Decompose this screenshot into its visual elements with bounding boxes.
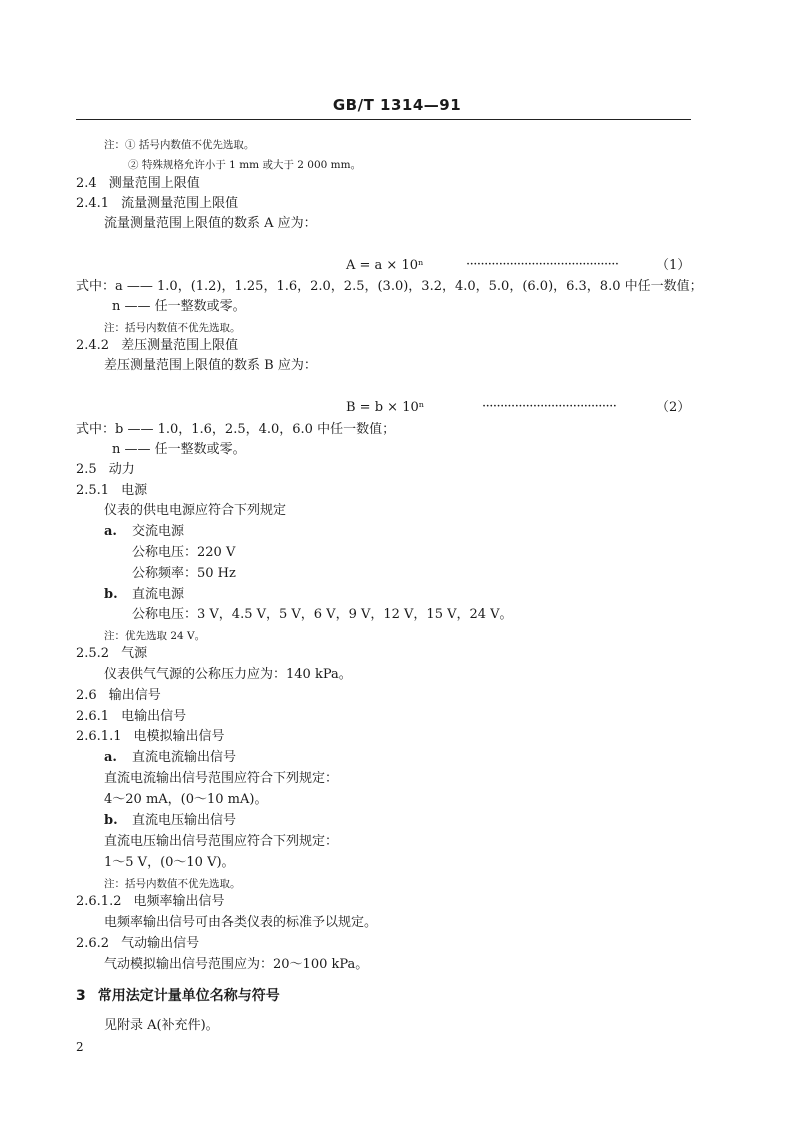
equation-number-2: （2） bbox=[656, 400, 691, 415]
item-title: 交流电源 bbox=[132, 524, 185, 539]
section-title: 差压测量范围上限值 bbox=[121, 338, 239, 353]
item-a-heading-2 bbox=[104, 750, 236, 766]
item-title: 直流电压输出信号 bbox=[132, 813, 237, 828]
section-2-5-heading bbox=[76, 462, 135, 478]
section-2-5-1-note: 注：优先选取 24 V。 bbox=[104, 630, 206, 642]
where-n-line-2: n —— 任一整数或零。 bbox=[112, 442, 246, 457]
section-number: 3 bbox=[76, 988, 86, 1004]
voltage-signal-text: 直流电压输出信号范围应符合下列规定： bbox=[104, 834, 339, 849]
formula-2-leader: ····································· bbox=[482, 399, 617, 414]
section-title: 电源 bbox=[121, 483, 148, 498]
equation-number-1: （1） bbox=[656, 258, 691, 273]
current-signal-text: 直流电流输出信号范围应符合下列规定： bbox=[104, 771, 339, 786]
section-number: 2.4.1 bbox=[76, 196, 110, 211]
section-2-6-1-2-heading bbox=[76, 894, 225, 910]
where-a-line: 式中：a —— 1.0，(1.2)，1.25，1.6，2.0，2.5，(3.0)，3.2，4.0，5.0，(6.0)，6.3，8.0 中任一数值； bbox=[76, 279, 703, 294]
current-signal-value: 4～20 mA，(0～10 mA)。 bbox=[104, 792, 268, 807]
item-title: 直流电流输出信号 bbox=[132, 750, 237, 765]
formula-1-leader: ·········································· bbox=[466, 257, 619, 272]
section-2-4-1-intro: 流量测量范围上限值的数系 A 应为： bbox=[104, 216, 317, 231]
item-label: b. bbox=[104, 587, 118, 602]
section-3-text: 见附录 A(补充件)。 bbox=[104, 1018, 219, 1033]
section-2-6-1-heading bbox=[76, 709, 186, 725]
item-label: b. bbox=[104, 813, 118, 828]
formula-2: B = b × 10ⁿ bbox=[346, 400, 425, 415]
formula-1: A = a × 10ⁿ bbox=[346, 258, 424, 273]
section-number: 2.4.2 bbox=[76, 338, 110, 353]
section-2-6-1-1-note: 注：括号内数值不优先选取。 bbox=[104, 878, 241, 890]
section-2-6-heading bbox=[76, 688, 161, 704]
section-title: 电模拟输出信号 bbox=[133, 729, 225, 744]
section-title: 输出信号 bbox=[108, 688, 161, 703]
section-2-4-heading bbox=[76, 176, 200, 192]
section-number: 2.5.1 bbox=[76, 483, 110, 498]
dc-voltage: 公称电压：3 V，4.5 V，5 V，6 V，9 V，12 V，15 V，24 V。 bbox=[132, 607, 513, 622]
section-2-5-1-intro: 仪表的供电电源应符合下列规定 bbox=[104, 503, 287, 518]
note-line-1: 注：① 括号内数值不优先选取。 bbox=[104, 139, 255, 151]
section-2-6-1-1-heading bbox=[76, 729, 225, 745]
note-line-2: ② 特殊规格允许小于 1 mm 或大于 2 000 mm。 bbox=[128, 159, 362, 171]
header-rule bbox=[76, 119, 691, 120]
page-number: 2 bbox=[76, 1040, 84, 1054]
section-2-6-2-text: 气动模拟输出信号范围应为：20～100 kPa。 bbox=[104, 957, 369, 972]
item-title: 直流电源 bbox=[132, 587, 185, 602]
section-title: 常用法定计量单位名称与符号 bbox=[97, 988, 280, 1004]
section-number: 2.4 bbox=[76, 176, 97, 191]
item-b-heading-2 bbox=[104, 813, 236, 829]
section-number: 2.6.2 bbox=[76, 936, 110, 951]
item-b-heading bbox=[104, 587, 184, 603]
section-title: 测量范围上限值 bbox=[108, 176, 200, 191]
section-title: 电输出信号 bbox=[121, 709, 187, 724]
item-label: a. bbox=[104, 524, 117, 539]
section-2-6-1-2-text: 电频率输出信号可由各类仪表的标准予以规定。 bbox=[104, 915, 378, 930]
section-number: 2.6.1.1 bbox=[76, 729, 122, 744]
section-2-5-2-heading bbox=[76, 646, 147, 662]
section-title: 电频率输出信号 bbox=[133, 894, 225, 909]
section-number: 2.5 bbox=[76, 462, 97, 477]
section-2-4-1-note: 注：括号内数值不优先选取。 bbox=[104, 322, 241, 334]
section-title: 气动输出信号 bbox=[121, 936, 200, 951]
section-2-4-1-heading bbox=[76, 196, 238, 212]
section-title: 动力 bbox=[108, 462, 135, 477]
item-label: a. bbox=[104, 750, 117, 765]
ac-frequency: 公称频率：50 Hz bbox=[132, 566, 236, 581]
voltage-signal-value: 1～5 V，(0～10 V)。 bbox=[104, 855, 235, 870]
item-a-heading bbox=[104, 524, 184, 540]
section-number: 2.6.1 bbox=[76, 709, 110, 724]
section-title: 流量测量范围上限值 bbox=[121, 196, 239, 211]
section-number: 2.5.2 bbox=[76, 646, 110, 661]
section-3-heading bbox=[76, 988, 280, 1004]
standard-code-header: GB/T 1314—91 bbox=[332, 96, 462, 114]
section-2-4-2-heading bbox=[76, 338, 238, 354]
ac-voltage: 公称电压：220 V bbox=[132, 545, 236, 560]
section-number: 2.6.1.2 bbox=[76, 894, 122, 909]
section-number: 2.6 bbox=[76, 688, 97, 703]
section-2-6-2-heading bbox=[76, 936, 199, 952]
where-b-line: 式中：b —— 1.0，1.6，2.5，4.0，6.0 中任一数值； bbox=[76, 422, 396, 437]
where-n-line: n —— 任一整数或零。 bbox=[112, 299, 246, 314]
section-title: 气源 bbox=[121, 646, 148, 661]
section-2-5-2-text: 仪表供气气源的公称压力应为：140 kPa。 bbox=[104, 667, 352, 682]
section-2-4-2-intro: 差压测量范围上限值的数系 B 应为： bbox=[104, 358, 317, 373]
section-2-5-1-heading bbox=[76, 483, 147, 499]
